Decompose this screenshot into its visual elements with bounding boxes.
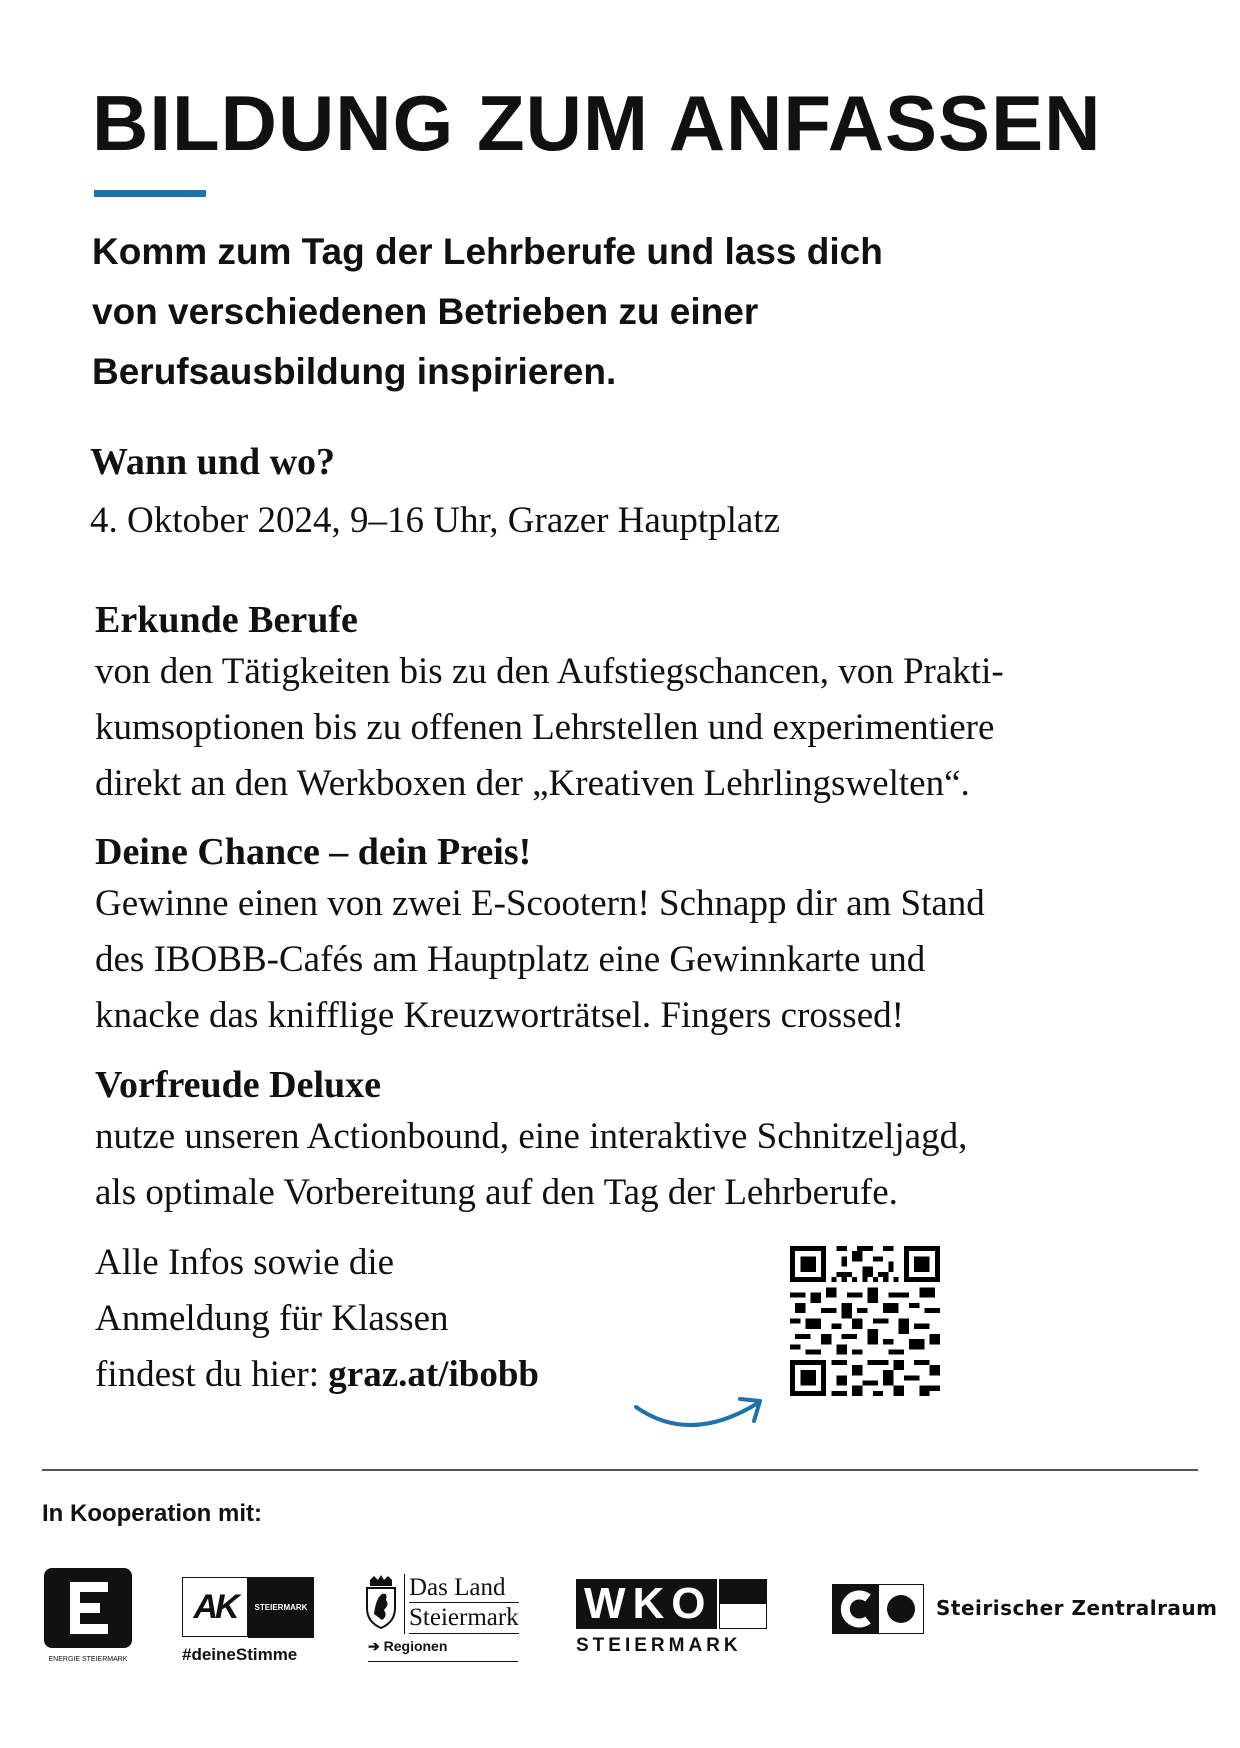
- when-heading: Wann und wo?: [90, 441, 336, 483]
- land-name-line: Das Land: [409, 1574, 519, 1603]
- section-line: des IBOBB-Cafés am Hauptplatz eine Gewinnkarte und: [95, 939, 926, 980]
- wko-region: STEIERMARK: [576, 1635, 742, 1656]
- ak-mark: AK: [182, 1577, 248, 1637]
- steirischer-zentralraum-logo: [832, 1584, 1218, 1634]
- more-info: [95, 1235, 695, 1403]
- co-mark-icon: [832, 1584, 924, 1634]
- section-line: von den Tätigkeiten bis zu den Aufstiegschancen, von Prakti-: [95, 651, 1004, 692]
- wko-mark: WKO: [576, 1579, 717, 1629]
- energie-caption: ENERGIE STEIERMARK: [48, 1656, 128, 1663]
- section-heading: Vorfreude Deluxe: [95, 1064, 382, 1106]
- energie-e-icon: [44, 1568, 132, 1648]
- section-line: direkt an den Werkboxen der „Kreativen Lehrlingswelten“.: [95, 763, 970, 804]
- section-line: als optimale Vorbereitung auf den Tag der Lehrberufe.: [95, 1172, 898, 1213]
- section-deine-chance: [95, 830, 1155, 1044]
- intro-line: Berufsausbildung inspirieren.: [92, 351, 617, 392]
- intro-line: von verschiedenen Betrieben zu einer: [92, 291, 759, 332]
- intro-text: [92, 222, 992, 402]
- more-info-line: Alle Infos sowie die: [95, 1242, 395, 1283]
- more-info-line: Anmeldung für Klassen: [95, 1298, 449, 1339]
- when-text: 4. Oktober 2024, 9–16 Uhr, Grazer Hauptplatz: [90, 500, 781, 541]
- ak-tagline: #deineStimme: [182, 1645, 298, 1664]
- section-line: knacke das knifflige Kreuzworträtsel. Fingers crossed!: [95, 995, 904, 1036]
- info-link[interactable]: graz.at/ibobb: [328, 1354, 539, 1395]
- section-vorfreude-deluxe: [95, 1063, 1155, 1221]
- section-body: [95, 876, 1155, 1044]
- cooperation-label: In Kooperation mit:: [42, 1500, 262, 1527]
- land-name-line: Steiermark: [409, 1603, 519, 1634]
- zentralraum-name: Steirischer Zentralraum: [936, 1596, 1218, 1620]
- section-line: Gewinne einen von zwei E-Scootern! Schnapp dir am Stand: [95, 883, 985, 924]
- footer-divider: [42, 1469, 1198, 1471]
- wko-steiermark-logo: [576, 1579, 776, 1659]
- section-body: [95, 644, 1155, 812]
- land-steiermark-logo: [364, 1574, 524, 1666]
- energie-steiermark-logo: [44, 1568, 134, 1666]
- ak-steiermark-logo: [182, 1577, 316, 1667]
- title-accent-rule: [94, 190, 206, 197]
- section-line: kumsoptionen bis zu offenen Lehrstellen und experimentiere: [95, 707, 995, 748]
- section-heading: Erkunde Berufe: [95, 599, 358, 641]
- more-info-line: [95, 1347, 695, 1403]
- section-heading: Deine Chance – dein Preis!: [95, 831, 532, 873]
- page-title: BILDUNG ZUM ANFASSEN: [92, 79, 1102, 167]
- section-line: nutze unseren Actionbound, eine interaktive Schnitzeljagd,: [95, 1116, 968, 1157]
- wko-square: [719, 1579, 767, 1629]
- section-body: [95, 1109, 1155, 1221]
- coat-of-arms-icon: [364, 1574, 398, 1630]
- intro-line: Komm zum Tag der Lehrberufe und lass dich: [92, 231, 883, 272]
- curved-arrow-icon: [630, 1385, 770, 1445]
- section-erkunde-berufe: [95, 598, 1155, 812]
- qr-code[interactable]: [790, 1246, 940, 1396]
- ak-region: STEIERMARK: [248, 1577, 314, 1638]
- land-regionen: ➔ Regionen: [368, 1638, 518, 1662]
- more-info-prefix: findest du hier:: [95, 1354, 329, 1395]
